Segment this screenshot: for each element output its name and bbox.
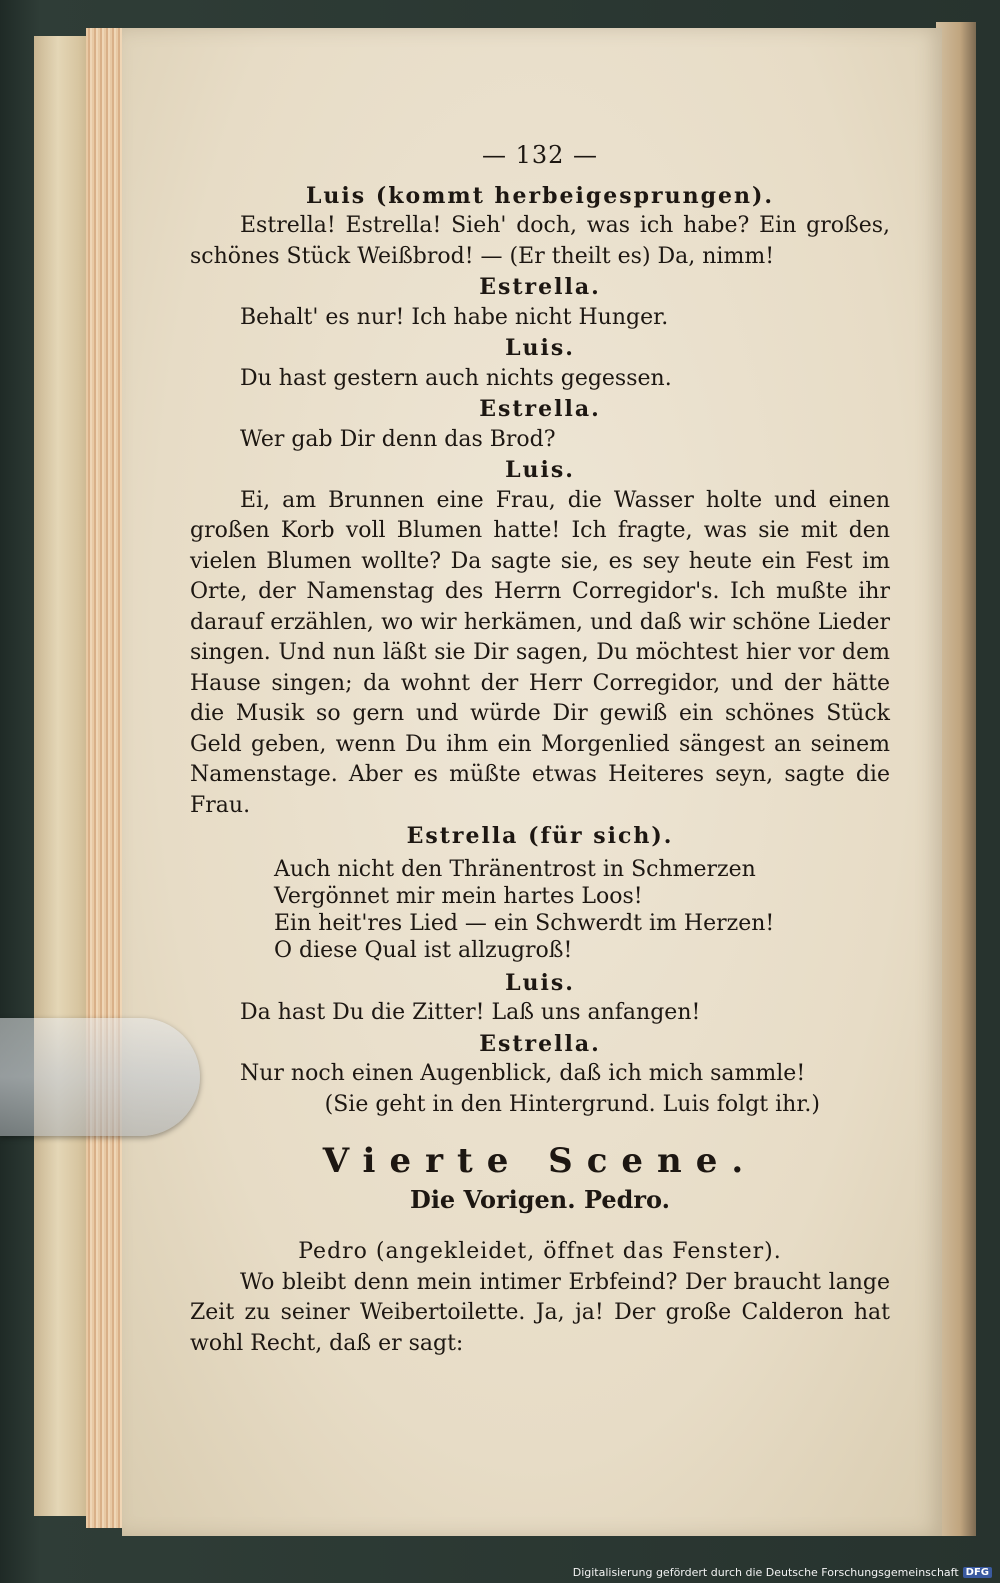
- verse-line: Ein heit'res Lied — ein Schwerdt im Herzen!: [274, 910, 775, 936]
- dialogue-pedro: Wo bleibt denn mein intimer Erbfeind? Der braucht lange Zeit zu seiner Weibertoilette. Ja, ja! Der große Calderon hat wohl Recht, daß er sagt:: [190, 1269, 890, 1356]
- dialogue-luis: Da hast Du die Zitter! Laß uns anfangen!: [240, 1000, 701, 1025]
- page-text: [190, 140, 890, 1359]
- song-verse: [190, 856, 890, 964]
- stage-direction: (Sie geht in den Hintergrund. Luis folgt ihr.): [324, 1091, 820, 1117]
- speaker-luis: Luis.: [505, 969, 575, 996]
- scene-characters: Die Vorigen. Pedro.: [410, 1184, 670, 1214]
- dialogue-luis: Ei, am Brunnen eine Frau, die Wasser holte und einen großen Korb voll Blumen hatte! Ich fragte, was sie mit den vielen Blumen wollte? Da sagte sie, es sey heute ein Fest im Orte, der Namenstag des Herrn Corregidor's. Ich mußte ihr darauf erzählen, wo wir herkämen, und daß wir schöne Lieder singen. Und nun läßt sie Dir sagen, Du möchtest hier vor dem Hause singen; da wohnt der Herr Corregidor, und der hätte die Musik so gern und würde Dir gewiß ein schönes Stück Geld geben, wenn Du ihm ein Morgenlied sängest an seinem Namenstage. Aber es müßte etwas Heiteres seyn, sagte die Frau.: [190, 487, 890, 818]
- glass-page-holder: [0, 1018, 200, 1136]
- footer-credit: [573, 1566, 992, 1579]
- speaker-estrella: Estrella (für sich).: [406, 823, 674, 849]
- verse-line: O diese Qual ist allzugroß!: [274, 937, 573, 963]
- speaker-pedro: Pedro (angekleidet, öffnet das Fenster).: [298, 1239, 782, 1264]
- dfg-logo: DFG: [963, 1567, 992, 1578]
- speaker-estrella: Estrella.: [479, 1030, 601, 1057]
- book-right-edge: [936, 22, 976, 1536]
- scene-heading: Vierte Scene.: [322, 1141, 758, 1181]
- book-cover-edge: [34, 36, 94, 1516]
- dialogue-luis: Du hast gestern auch nichts gegessen.: [240, 365, 672, 391]
- dialogue-estrella: Nur noch einen Augenblick, daß ich mich sammle!: [240, 1061, 806, 1086]
- speaker-estrella: Estrella.: [479, 396, 601, 422]
- dialogue-estrella: Wer gab Dir denn das Brod?: [240, 426, 556, 452]
- page-number: — 132 —: [481, 141, 599, 169]
- speaker-luis: Luis.: [505, 335, 575, 361]
- footer-text: Digitalisierung gefördert durch die Deutsche Forschungsgemeinschaft: [572, 1566, 959, 1579]
- speaker-luis: Luis.: [505, 457, 575, 483]
- dialogue-luis: Estrella! Estrella! Sieh' doch, was ich habe? Ein großes, schönes Stück Weißbrod! — (Er theilt es) Da, nimm!: [190, 213, 890, 269]
- verse-line: Vergönnet mir mein hartes Loos!: [274, 883, 643, 909]
- speaker-estrella: Estrella.: [479, 274, 601, 300]
- verse-line: Auch nicht den Thränentrost in Schmerzen: [274, 856, 756, 882]
- dialogue-estrella: Behalt' es nur! Ich habe nicht Hunger.: [240, 304, 669, 330]
- speaker-luis: Luis (kommt herbeigesprungen).: [305, 182, 775, 209]
